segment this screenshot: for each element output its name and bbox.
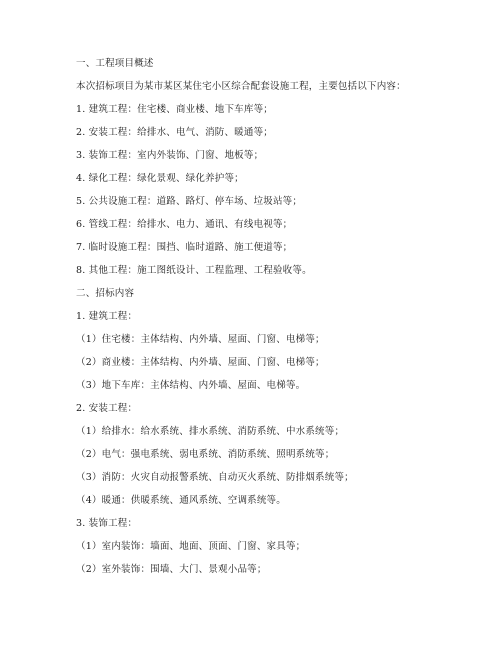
list-item: （1）住宅楼：主体结构、内外墙、屋面、门窗、电梯等； xyxy=(76,334,325,345)
list-item: 2. 安装工程：给排水、电气、消防、暖通等； xyxy=(76,127,273,138)
list-item: （3）消防：火灾自动报警系统、自动灭火系统、防排烟系统等； xyxy=(76,472,354,483)
subsection-heading: 3. 装饰工程： xyxy=(76,518,138,529)
list-item: 1. 建筑工程：住宅楼、商业楼、地下车库等； xyxy=(76,104,273,115)
list-item: 5. 公共设施工程：道路、路灯、停车场、垃圾站等； xyxy=(76,196,303,207)
list-item: （2）商业楼：主体结构、内外墙、屋面、门窗、电梯等； xyxy=(76,357,325,368)
list-item: 3. 装饰工程：室内外装饰、门窗、地板等； xyxy=(76,150,264,161)
list-item: 8. 其他工程：施工图纸设计、工程监理、工程验收等。 xyxy=(76,265,312,276)
list-item: （1）室内装饰：墙面、地面、顶面、门窗、家具等； xyxy=(76,541,306,552)
list-item: 4. 绿化工程：绿化景观、绿化养护等； xyxy=(76,173,244,184)
section-heading-bidding-content: 二、招标内容 xyxy=(76,288,135,299)
list-item: （2）室外装饰：围墙、大门、景观小品等； xyxy=(76,564,267,575)
subsection-heading: 1. 建筑工程： xyxy=(76,311,138,322)
list-item: （3）地下车库：主体结构、内外墙、屋面、电梯等。 xyxy=(76,380,306,391)
section-heading-project-overview: 一、工程项目概述 xyxy=(76,58,154,69)
intro-paragraph: 本次招标项目为某市某区某住宅小区综合配套设施工程，主要包括以下内容： xyxy=(76,81,406,92)
subsection-heading: 2. 安装工程： xyxy=(76,403,138,414)
list-item: （2）电气：强电系统、弱电系统、消防系统、照明系统等； xyxy=(76,449,335,460)
list-item: （4）暖通：供暖系统、通风系统、空调系统等。 xyxy=(76,495,286,506)
list-item: （1）给排水：给水系统、排水系统、消防系统、中水系统等； xyxy=(76,426,345,437)
list-item: 7. 临时设施工程：围挡、临时道路、施工便道等； xyxy=(76,242,293,253)
list-item: 6. 管线工程：给排水、电力、通讯、有线电视等； xyxy=(76,219,293,230)
